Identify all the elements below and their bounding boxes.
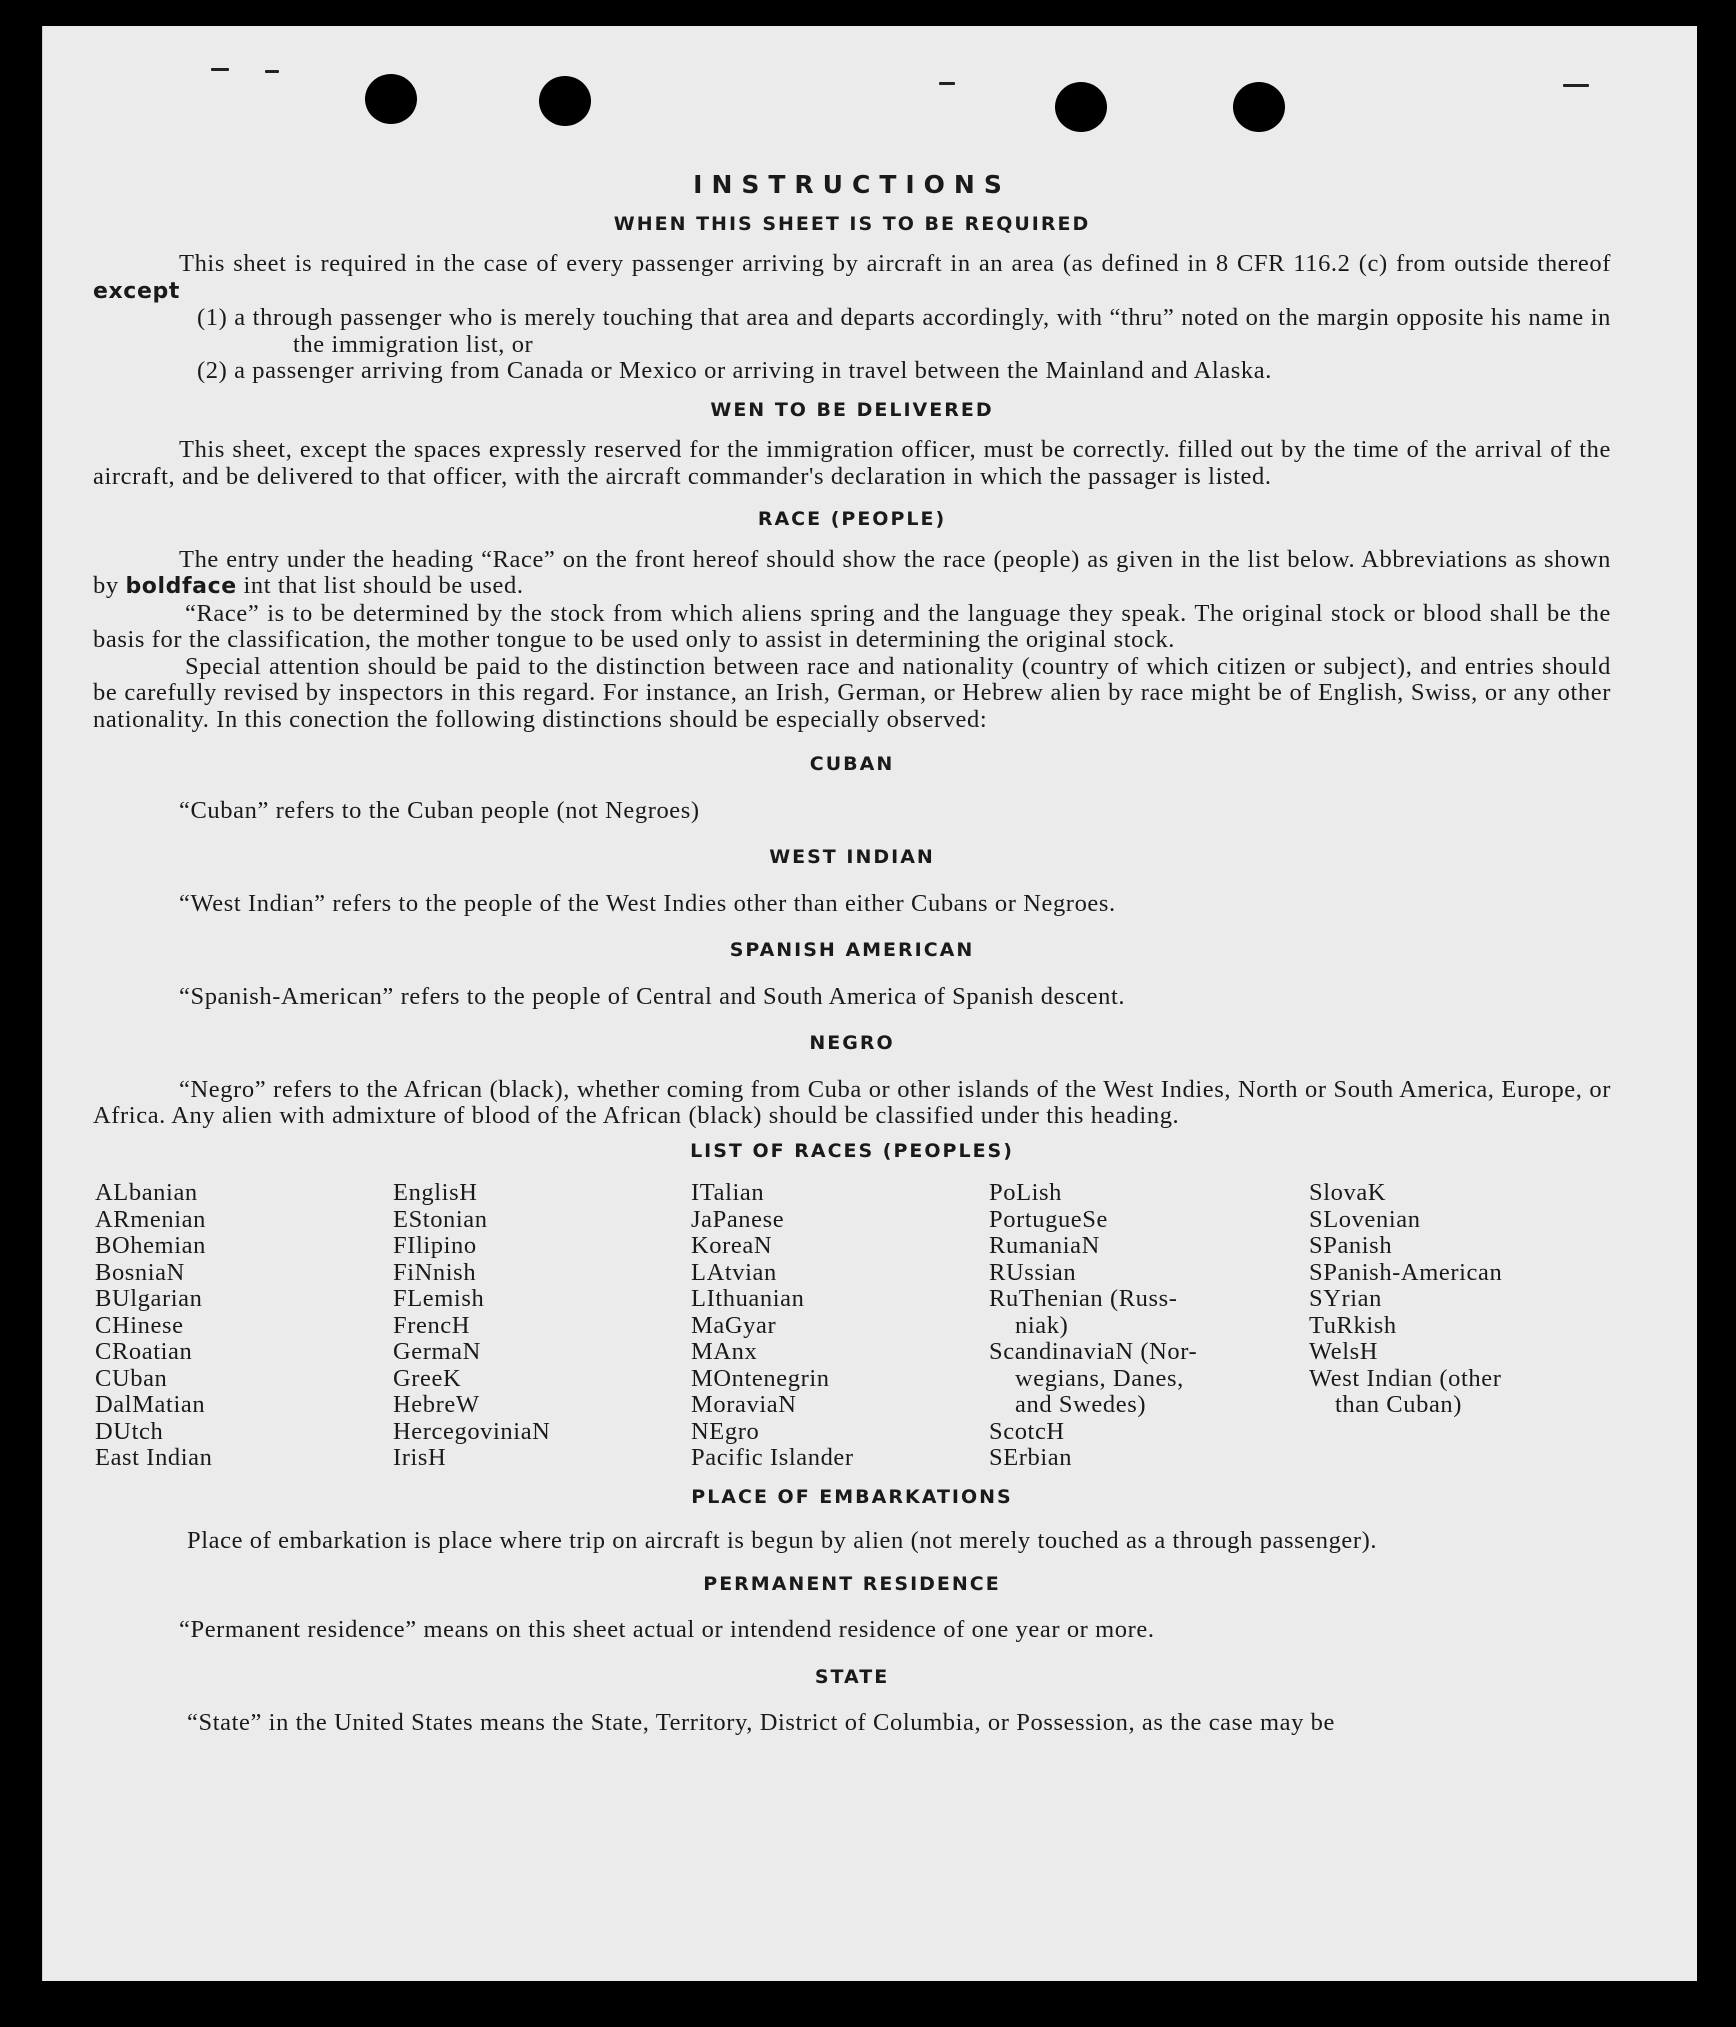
race-entry: DUtch (95, 1417, 164, 1445)
heading-spanish-american: SPANISH AMERICAN (729, 939, 975, 961)
race-paragraph-3: Special attention should be paid to the distinction between race and nationality (country of which citizen or subject), and entries should be carefully revised by inspectors in this regard. For instance, an Irish, German, or Hebrew alien by race might be of English, Swiss, or any other nationality. In this conection the following distinctions should be especially observed: (93, 652, 1611, 733)
punch-hole (539, 76, 591, 126)
spanish-american-text: “Spanish-American” refers to the people of Central and South America of Spanish descent. (179, 982, 1126, 1010)
heading-when-delivered: WEN TO BE DELIVERED (710, 398, 994, 421)
race-entry: BUlgarian (95, 1285, 203, 1312)
race-p1-text: The entry under the heading “Race” on the front hereof should show the race (people) as given in the list below. Abbreviations as shown by (93, 545, 1611, 599)
heading-state: STATE (814, 1665, 890, 1688)
races-column-3 (691, 1180, 989, 1472)
exception-item-2: (2) a passenger arriving from Canada or Mexico or arriving in travel between the Mainland and Alaska. (197, 357, 1272, 384)
heading-negro: NEGRO (809, 1032, 895, 1054)
race-entry-continuation: niak) (1015, 1311, 1069, 1339)
race-entry: BosniaN (95, 1258, 185, 1286)
race-entry: FrencH (393, 1311, 471, 1339)
negro-text: “Negro” refers to the African (black), whether coming from Cuba or other islands of the West Indies, North or South America, Europe, or Africa. Any alien with admixture of blood of the African (black) should be classified under this heading. (93, 1075, 1611, 1129)
race-entry: JaPanese (691, 1205, 785, 1233)
punch-hole (1233, 82, 1285, 132)
race-entry: FIlipino (393, 1232, 477, 1259)
race-entry: MAnx (691, 1338, 758, 1365)
race-entry: SErbian (989, 1444, 1073, 1471)
race-entry: LIthuanian (691, 1285, 805, 1312)
document-sheet (42, 26, 1697, 1981)
race-entry: ITalian (691, 1179, 765, 1206)
required-intro-text: This sheet is required in the case of every passenger arriving by aircraft in an area (as defined in 8 CFR 116.2 (c) from outside thereof (179, 250, 1611, 277)
heading-list-of-races: LIST OF RACES (PEOPLES) (690, 1139, 1014, 1162)
race-entry: ARmenian (95, 1205, 206, 1233)
instructions-content (93, 172, 1611, 1737)
race-entry: FiNnish (393, 1258, 477, 1286)
race-entry: KoreaN (691, 1232, 773, 1259)
heading-west-indian: WEST INDIAN (769, 846, 935, 868)
race-entry-continuation: and Swedes) (1015, 1391, 1147, 1418)
races-column-4 (989, 1180, 1309, 1472)
race-entry: SPanish-American (1309, 1258, 1503, 1286)
heading-cuban: CUBAN (809, 753, 895, 775)
heading-place-of-embarkation: PLACE OF EMBARKATIONS (691, 1485, 1013, 1508)
required-intro-bold: except (93, 278, 180, 304)
required-intro (93, 251, 1611, 305)
race-entry: SLovenian (1309, 1205, 1421, 1233)
races-column-2 (393, 1180, 691, 1472)
scan-speck (1563, 84, 1589, 87)
race-entry: SPanish (1309, 1232, 1393, 1259)
race-paragraph-1 (93, 547, 1611, 601)
race-entry: MaGyar (691, 1311, 777, 1339)
race-entry: PortugueSe (989, 1205, 1108, 1233)
punch-hole (365, 74, 417, 124)
races-column-5 (1309, 1180, 1559, 1472)
residence-text: “Permanent residence” means on this sheet actual or intendend residence of one year or more. (179, 1616, 1155, 1643)
punch-hole (1055, 82, 1107, 132)
race-entry: EnglisH (393, 1179, 478, 1206)
race-entry: CHinese (95, 1311, 184, 1339)
race-entry: HebreW (393, 1391, 480, 1418)
cuban-text: “Cuban” refers to the Cuban people (not Negroes) (179, 796, 700, 824)
race-entry-continuation: than Cuban) (1335, 1391, 1463, 1418)
scan-speck (211, 68, 229, 71)
race-entry: CUban (95, 1364, 168, 1392)
races-list (95, 1180, 1611, 1472)
state-text: “State” in the United States means the State, Territory, District of Columbia, or Possession, as the case may be (187, 1709, 1336, 1736)
races-column-1 (95, 1180, 393, 1472)
race-entry: CRoatian (95, 1338, 193, 1365)
race-entry: RUssian (989, 1258, 1077, 1286)
race-entry: HercegoviniaN (393, 1417, 551, 1445)
race-entry: TuRkish (1309, 1311, 1397, 1339)
heading-race-people: RACE (PEOPLE) (757, 508, 947, 530)
embarkation-text: Place of embarkation is place where trip on aircraft is begun by alien (not merely touched as a through passenger). (187, 1527, 1378, 1554)
race-entry-continuation: wegians, Danes, (1015, 1364, 1184, 1392)
scan-speck (939, 82, 955, 85)
race-entry: ScotcH (989, 1417, 1065, 1445)
heading-permanent-residence: PERMANENT RESIDENCE (703, 1572, 1001, 1595)
race-entry: East Indian (95, 1444, 213, 1471)
race-entry: RumaniaN (989, 1232, 1100, 1259)
race-entry: LAtvian (691, 1258, 777, 1286)
race-entry: ScandinaviaN (Nor- (989, 1338, 1198, 1365)
delivery-text: This sheet, except the spaces expressly reserved for the immigration officer, must be correctly. filled out by the time of the arrival of the aircraft, and be delivered to that officer, with the aircraft commander's declaration in which the passager is listed. (93, 436, 1611, 490)
race-entry: RuThenian (Russ- (989, 1285, 1178, 1312)
race-entry: Pacific Islander (691, 1444, 854, 1471)
race-p1-end: int that list should be used. (243, 572, 524, 599)
race-entry: DalMatian (95, 1391, 206, 1418)
scan-speck (265, 70, 279, 73)
race-entry: BOhemian (95, 1232, 206, 1259)
race-entry: WelsH (1309, 1338, 1379, 1365)
race-entry: ALbanian (95, 1179, 198, 1206)
page-title: INSTRUCTIONS (693, 170, 1011, 199)
heading-when-required: WHEN THIS SHEET IS TO BE REQUIRED (613, 212, 1091, 235)
race-entry: MoraviaN (691, 1391, 797, 1418)
race-entry: PoLish (989, 1179, 1063, 1206)
race-entry: West Indian (other (1309, 1364, 1502, 1392)
race-entry: IrisH (393, 1444, 447, 1471)
race-entry: GreeK (393, 1364, 462, 1392)
race-entry: GermaN (393, 1338, 481, 1365)
race-entry: EStonian (393, 1205, 488, 1233)
west-indian-text: “West Indian” refers to the people of the West Indies other than either Cubans or Negroes. (179, 889, 1116, 917)
race-entry: MOntenegrin (691, 1364, 830, 1392)
race-entry: SYrian (1309, 1285, 1383, 1312)
exception-item-1: (1) a through passenger who is merely touching that area and departs accordingly, with “thru” noted on the margin opposite his name in the immigration list, or (197, 304, 1611, 358)
race-entry: SlovaK (1309, 1179, 1387, 1206)
race-entry: NEgro (691, 1417, 760, 1445)
race-entry: FLemish (393, 1285, 485, 1312)
race-paragraph-2: “Race” is to be determined by the stock from which aliens spring and the language they speak. The original stock or blood shall be the basis for the classification, the mother tongue to be used only to assist in determining the original stock. (93, 599, 1611, 653)
race-p1-bold: boldface (125, 574, 237, 599)
